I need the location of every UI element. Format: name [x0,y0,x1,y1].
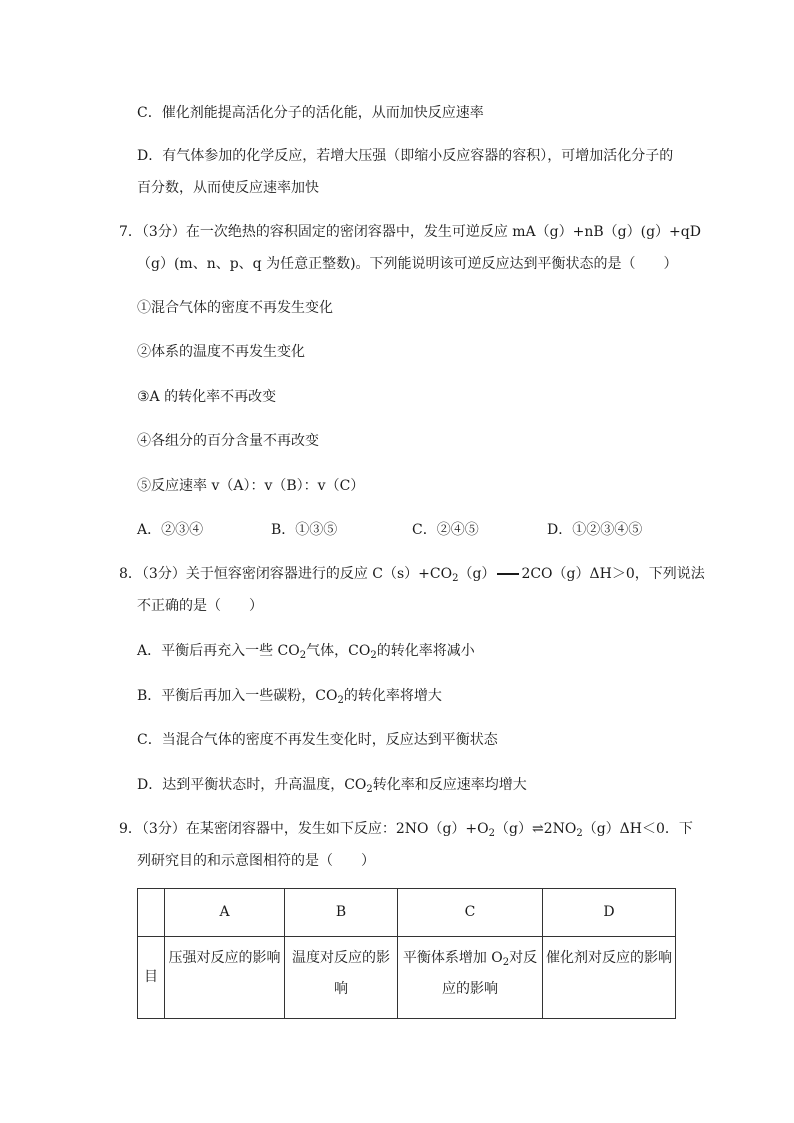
reaction-equals-sign [497,573,519,575]
q7-option-c: C．②④⑤ [412,522,479,538]
q7-statement-1: ①混合气体的密度不再发生变化 [137,300,333,316]
table-cell-c: 平衡体系增加 $O_2$对反 应的影响 [398,937,543,1019]
table-header-c: C [398,889,543,937]
table-cell-a: 压强对反应的影响 [165,937,285,1019]
q8-option-d: D．达到平衡状态时，升高温度，$CO_2$转化率和反应速率均增大 [137,777,527,795]
q7-statement-4: ④各组分的百分含量不再改变 [137,433,319,449]
q8-option-a: A．平衡后再充入一些 $CO_2$气体，$CO_2$的转化率将减小 [137,643,475,661]
table-header-a: A [165,889,285,937]
table-corner-cell [138,889,165,937]
q7-option-b: B．①③⑤ [271,522,338,538]
q8-stem-line1: 8．（3分）关于恒容密闭容器进行的反应 $C(s)+CO_2(g)$ 2CO（g）ΔH＞0，下列说法 [119,566,705,584]
table-cell-b: 温度对反应的影 响 [285,937,398,1019]
q7-statement-2: ②体系的温度不再发生变化 [137,344,305,360]
table-row-label: 目 [138,937,165,1019]
q7-option-a: A．②③④ [137,522,204,538]
q9-stem-line2: 列研究目的和示意图相符的是（ ） [137,853,375,869]
q7-option-d: D．①②③④⑤ [547,522,643,538]
q9-stem-line1: 9．（3分）在某密闭容器中，发生如下反应：$2NO(g)+O_2(g)\rightleftharpoons 2NO_2(g)\Delta H<0$．下 [119,821,693,839]
q8-option-b: B．平衡后再加入一些碳粉，$CO_2$的转化率将增大 [137,688,442,706]
q8-stem-line2: 不正确的是（ ） [137,598,263,614]
table-row [138,937,676,1019]
q6-option-c: C．催化剂能提高活化分子的活化能，从而加快反应速率 [137,105,484,121]
table-header-d: D [543,889,676,937]
table-cell-d: 催化剂对反应的影响 [543,937,676,1019]
q8-option-c: C．当混合气体的密度不再发生变化时，反应达到平衡状态 [137,732,498,748]
q7-stem-line2: （g）(m、n、p、q 为任意正整数)。下列能说明该可逆反应达到平衡状态的是（ ） [137,256,678,272]
q6-option-d-line2: 百分数，从而使反应速率加快 [137,180,319,196]
table-header-row [138,889,676,937]
q6-option-d-line1: D．有气体参加的化学反应，若增大压强（即缩小反应容器的容积），可增加活化分子的 [137,148,674,164]
table-header-b: B [285,889,398,937]
q7-stem-line1: 7．（3分）在一次绝热的容积固定的密闭容器中，发生可逆反应 mA（g）+nB（g）(g）+qD [119,224,701,240]
q7-statement-3: ③A 的转化率不再改变 [137,389,277,405]
q7-statement-5: ⑤反应速率 v（A）：v（B）：v（C） [137,478,365,494]
q9-table [137,888,676,1019]
